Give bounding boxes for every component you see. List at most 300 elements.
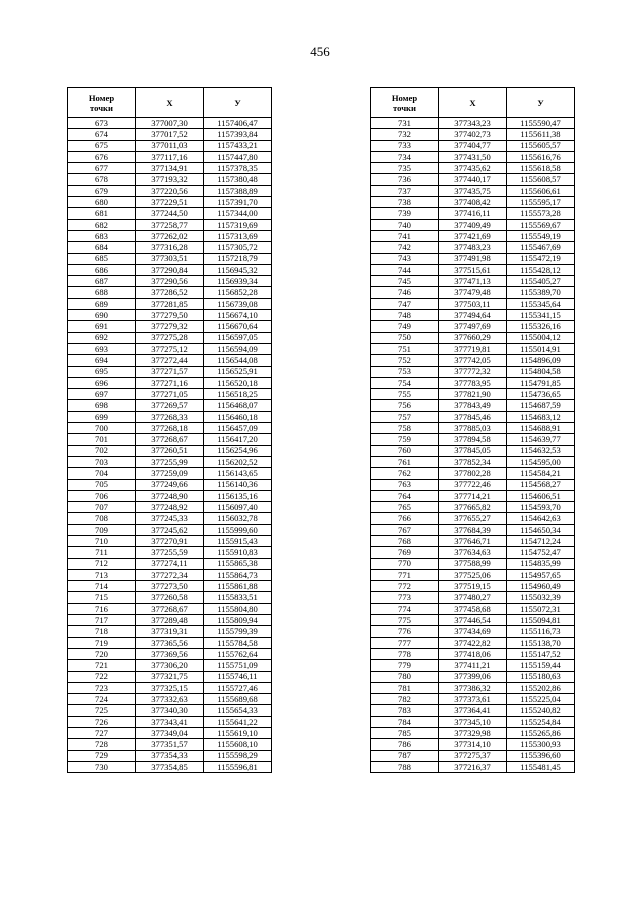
cell-x: 377343,41 [136, 716, 204, 727]
cell-y: 1155595,17 [507, 197, 575, 208]
table-row [371, 490, 575, 501]
cell-x: 377303,51 [136, 253, 204, 264]
cell-point-number: 745 [371, 276, 439, 287]
cell-point-number: 774 [371, 603, 439, 614]
cell-point-number: 676 [68, 151, 136, 162]
table-row [68, 490, 272, 501]
table-row [68, 185, 272, 196]
table-row [68, 705, 272, 716]
cell-x: 377885,03 [439, 423, 507, 434]
cell-y: 1155999,60 [204, 524, 272, 535]
cell-y: 1155864,73 [204, 569, 272, 580]
cell-point-number: 751 [371, 343, 439, 354]
table-body-right [371, 118, 575, 773]
cell-point-number: 719 [68, 637, 136, 648]
cell-y: 1155915,43 [204, 535, 272, 546]
table-row [68, 502, 272, 513]
cell-point-number: 714 [68, 581, 136, 592]
cell-y: 1157378,35 [204, 163, 272, 174]
cell-y: 1155345,64 [507, 298, 575, 309]
cell-point-number: 717 [68, 615, 136, 626]
table-row [68, 321, 272, 332]
cell-x: 377646,71 [439, 535, 507, 546]
cell-x: 377422,82 [439, 637, 507, 648]
cell-y: 1155569,67 [507, 219, 575, 230]
table-row [68, 208, 272, 219]
cell-x: 377134,91 [136, 163, 204, 174]
table-row [68, 535, 272, 546]
table-row [371, 140, 575, 151]
cell-x: 377216,37 [439, 761, 507, 772]
cell-x: 377525,06 [439, 569, 507, 580]
cell-point-number: 748 [371, 310, 439, 321]
cell-point-number: 746 [371, 287, 439, 298]
cell-x: 377262,02 [136, 230, 204, 241]
cell-point-number: 772 [371, 581, 439, 592]
cell-point-number: 675 [68, 140, 136, 151]
cell-y: 1156945,32 [204, 264, 272, 275]
cell-x: 377411,21 [439, 660, 507, 671]
cell-x: 377364,41 [439, 705, 507, 716]
cell-point-number: 776 [371, 626, 439, 637]
cell-y: 1155549,19 [507, 230, 575, 241]
cell-x: 377245,62 [136, 524, 204, 535]
cell-y: 1155751,09 [204, 660, 272, 671]
table-row [371, 185, 575, 196]
cell-x: 377373,61 [439, 694, 507, 705]
cell-x: 377325,15 [136, 682, 204, 693]
table-row [371, 242, 575, 253]
cell-point-number: 689 [68, 298, 136, 309]
cell-x: 377409,49 [439, 219, 507, 230]
cell-x: 377684,39 [439, 524, 507, 535]
cell-point-number: 734 [371, 151, 439, 162]
cell-point-number: 673 [68, 118, 136, 129]
cell-point-number: 724 [68, 694, 136, 705]
cell-point-number: 760 [371, 445, 439, 456]
table-row [371, 253, 575, 264]
cell-x: 377245,33 [136, 513, 204, 524]
table-row [371, 671, 575, 682]
table-row [68, 400, 272, 411]
cell-x: 377270,91 [136, 535, 204, 546]
cell-y: 1156544,08 [204, 355, 272, 366]
table-row [371, 332, 575, 343]
table-row [68, 163, 272, 174]
table-row [371, 728, 575, 739]
table-header-row [371, 88, 575, 118]
table-row [371, 129, 575, 140]
table-row [371, 366, 575, 377]
cell-point-number: 770 [371, 558, 439, 569]
cell-point-number: 729 [68, 750, 136, 761]
cell-y: 1155573,28 [507, 208, 575, 219]
cell-point-number: 758 [371, 423, 439, 434]
cell-x: 377408,42 [439, 197, 507, 208]
cell-y: 1155300,93 [507, 739, 575, 750]
cell-point-number: 687 [68, 276, 136, 287]
cell-x: 377588,99 [439, 558, 507, 569]
table-row [371, 355, 575, 366]
table-row [68, 456, 272, 467]
cell-y: 1154736,65 [507, 389, 575, 400]
cell-point-number: 782 [371, 694, 439, 705]
cell-point-number: 773 [371, 592, 439, 603]
cell-x: 377011,03 [136, 140, 204, 151]
cell-x: 377286,52 [136, 287, 204, 298]
cell-point-number: 692 [68, 332, 136, 343]
cell-point-number: 696 [68, 377, 136, 388]
cell-point-number: 769 [371, 547, 439, 558]
cell-x: 377418,06 [439, 648, 507, 659]
header-y: У [507, 88, 575, 118]
cell-point-number: 700 [68, 423, 136, 434]
cell-point-number: 739 [371, 208, 439, 219]
table-row [68, 615, 272, 626]
cell-y: 1155240,82 [507, 705, 575, 716]
cell-x: 377435,62 [439, 163, 507, 174]
cell-y: 1156939,34 [204, 276, 272, 287]
cell-x: 377399,06 [439, 671, 507, 682]
table-row [371, 615, 575, 626]
cell-y: 1155608,57 [507, 174, 575, 185]
cell-x: 377319,31 [136, 626, 204, 637]
table-header-row [68, 88, 272, 118]
table-row [371, 739, 575, 750]
cell-x: 377655,27 [439, 513, 507, 524]
cell-y: 1156457,09 [204, 423, 272, 434]
cell-y: 1155004,12 [507, 332, 575, 343]
cell-y: 1154791,85 [507, 377, 575, 388]
cell-x: 377260,51 [136, 445, 204, 456]
cell-y: 1154835,99 [507, 558, 575, 569]
cell-y: 1155605,57 [507, 140, 575, 151]
table-row [371, 230, 575, 241]
cell-point-number: 681 [68, 208, 136, 219]
cell-x: 377290,56 [136, 276, 204, 287]
page-number: 456 [310, 44, 330, 59]
cell-x: 377783,95 [439, 377, 507, 388]
cell-x: 377321,75 [136, 671, 204, 682]
table-row [68, 242, 272, 253]
table-row [371, 377, 575, 388]
cell-point-number: 713 [68, 569, 136, 580]
cell-point-number: 678 [68, 174, 136, 185]
cell-y: 1155265,86 [507, 728, 575, 739]
table-row [68, 739, 272, 750]
cell-y: 1155598,29 [204, 750, 272, 761]
cell-x: 377446,54 [439, 615, 507, 626]
cell-point-number: 695 [68, 366, 136, 377]
cell-y: 1155746,11 [204, 671, 272, 682]
cell-y: 1157218,79 [204, 253, 272, 264]
cell-y: 1155727,46 [204, 682, 272, 693]
cell-point-number: 732 [371, 129, 439, 140]
cell-x: 377249,66 [136, 479, 204, 490]
table-row [371, 547, 575, 558]
cell-point-number: 736 [371, 174, 439, 185]
cell-point-number: 721 [68, 660, 136, 671]
table-row [371, 174, 575, 185]
cell-y: 1154593,70 [507, 502, 575, 513]
cell-x: 377316,28 [136, 242, 204, 253]
cell-y: 1154752,47 [507, 547, 575, 558]
cell-y: 1156520,18 [204, 377, 272, 388]
cell-point-number: 722 [68, 671, 136, 682]
cell-point-number: 710 [68, 535, 136, 546]
cell-x: 377306,20 [136, 660, 204, 671]
table-row [371, 694, 575, 705]
cell-point-number: 716 [68, 603, 136, 614]
table-row [68, 445, 272, 456]
table-row [371, 660, 575, 671]
cell-point-number: 771 [371, 569, 439, 580]
cell-x: 377274,11 [136, 558, 204, 569]
cell-y: 1157388,89 [204, 185, 272, 196]
table-row [68, 558, 272, 569]
table-row [371, 310, 575, 321]
cell-y: 1155689,68 [204, 694, 272, 705]
cell-y: 1156852,28 [204, 287, 272, 298]
cell-x: 377275,28 [136, 332, 204, 343]
cell-x: 377332,63 [136, 694, 204, 705]
cell-point-number: 781 [371, 682, 439, 693]
cell-point-number: 766 [371, 513, 439, 524]
cell-y: 1156417,20 [204, 434, 272, 445]
cell-x: 377894,58 [439, 434, 507, 445]
cell-point-number: 708 [68, 513, 136, 524]
cell-y: 1154632,53 [507, 445, 575, 456]
cell-point-number: 712 [68, 558, 136, 569]
table-row [68, 592, 272, 603]
table-row [371, 264, 575, 275]
cell-x: 377845,05 [439, 445, 507, 456]
cell-x: 377258,77 [136, 219, 204, 230]
cell-y: 1155405,27 [507, 276, 575, 287]
cell-y: 1156460,18 [204, 411, 272, 422]
cell-y: 1155762,64 [204, 648, 272, 659]
cell-point-number: 715 [68, 592, 136, 603]
cell-y: 1155180,63 [507, 671, 575, 682]
cell-point-number: 775 [371, 615, 439, 626]
table-row [371, 502, 575, 513]
cell-x: 377244,50 [136, 208, 204, 219]
table-row [371, 761, 575, 772]
cell-y: 1154642,63 [507, 513, 575, 524]
cell-point-number: 757 [371, 411, 439, 422]
cell-x: 377220,56 [136, 185, 204, 196]
cell-x: 377515,61 [439, 264, 507, 275]
cell-y: 1155116,73 [507, 626, 575, 637]
cell-y: 1157344,00 [204, 208, 272, 219]
cell-x: 377742,05 [439, 355, 507, 366]
table-row [371, 750, 575, 761]
cell-x: 377843,49 [439, 400, 507, 411]
cell-x: 377821,90 [439, 389, 507, 400]
cell-y: 1155072,31 [507, 603, 575, 614]
cell-point-number: 738 [371, 197, 439, 208]
cell-x: 377634,63 [439, 547, 507, 558]
cell-x: 377494,64 [439, 310, 507, 321]
cell-y: 1154650,34 [507, 524, 575, 535]
cell-y: 1154595,00 [507, 456, 575, 467]
table-row [371, 524, 575, 535]
cell-x: 377248,92 [136, 502, 204, 513]
cell-y: 1155326,16 [507, 321, 575, 332]
table-row [371, 434, 575, 445]
table-row [68, 648, 272, 659]
cell-point-number: 707 [68, 502, 136, 513]
cell-y: 1155611,38 [507, 129, 575, 140]
cell-y: 1156518,25 [204, 389, 272, 400]
cell-y: 1155467,69 [507, 242, 575, 253]
cell-x: 377268,33 [136, 411, 204, 422]
cell-x: 377343,23 [439, 118, 507, 129]
table-row [68, 377, 272, 388]
cell-y: 1155254,84 [507, 716, 575, 727]
table-row [68, 434, 272, 445]
cell-x: 377722,46 [439, 479, 507, 490]
table-row [68, 581, 272, 592]
cell-y: 1154639,77 [507, 434, 575, 445]
cell-x: 377314,10 [439, 739, 507, 750]
cell-x: 377269,57 [136, 400, 204, 411]
cell-point-number: 777 [371, 637, 439, 648]
cell-y: 1156135,16 [204, 490, 272, 501]
table-row [68, 513, 272, 524]
cell-y: 1155809,94 [204, 615, 272, 626]
cell-x: 377491,98 [439, 253, 507, 264]
header-x: X [136, 88, 204, 118]
table-row [371, 558, 575, 569]
cell-point-number: 711 [68, 547, 136, 558]
cell-y: 1155147,52 [507, 648, 575, 659]
cell-x: 377772,32 [439, 366, 507, 377]
cell-point-number: 783 [371, 705, 439, 716]
table-row [371, 581, 575, 592]
cell-point-number: 788 [371, 761, 439, 772]
table-row [68, 716, 272, 727]
cell-x: 377007,30 [136, 118, 204, 129]
cell-point-number: 759 [371, 434, 439, 445]
cell-y: 1155606,61 [507, 185, 575, 196]
cell-point-number: 702 [68, 445, 136, 456]
table-row [68, 287, 272, 298]
table-row [68, 660, 272, 671]
cell-y: 1155094,81 [507, 615, 575, 626]
cell-x: 377268,67 [136, 603, 204, 614]
table-row [68, 547, 272, 558]
cell-y: 1155481,45 [507, 761, 575, 772]
cell-x: 377714,21 [439, 490, 507, 501]
cell-point-number: 699 [68, 411, 136, 422]
cell-point-number: 785 [371, 728, 439, 739]
cell-x: 377345,10 [439, 716, 507, 727]
header-point-number: Номер точки [68, 88, 136, 118]
cell-y: 1155472,19 [507, 253, 575, 264]
cell-x: 377483,23 [439, 242, 507, 253]
cell-x: 377340,30 [136, 705, 204, 716]
cell-x: 377503,11 [439, 298, 507, 309]
cell-point-number: 688 [68, 287, 136, 298]
cell-y: 1156254,96 [204, 445, 272, 456]
cell-y: 1155014,91 [507, 343, 575, 354]
cell-x: 377193,32 [136, 174, 204, 185]
cell-point-number: 709 [68, 524, 136, 535]
table-row [371, 682, 575, 693]
cell-y: 1157380,48 [204, 174, 272, 185]
cell-x: 377275,37 [439, 750, 507, 761]
cell-x: 377255,59 [136, 547, 204, 558]
cell-y: 1155799,39 [204, 626, 272, 637]
cell-x: 377281,85 [136, 298, 204, 309]
cell-x: 377279,50 [136, 310, 204, 321]
cell-y: 1155032,39 [507, 592, 575, 603]
cell-y: 1157313,69 [204, 230, 272, 241]
table-row [371, 389, 575, 400]
table-row [371, 298, 575, 309]
cell-point-number: 764 [371, 490, 439, 501]
header-point-number: Номер точки [371, 88, 439, 118]
table-row [371, 118, 575, 129]
table-row [68, 411, 272, 422]
cell-y: 1155396,60 [507, 750, 575, 761]
cell-x: 377421,69 [439, 230, 507, 241]
table-row [68, 569, 272, 580]
cell-point-number: 787 [371, 750, 439, 761]
table-row [371, 479, 575, 490]
cell-x: 377271,57 [136, 366, 204, 377]
cell-point-number: 698 [68, 400, 136, 411]
header-x: X [439, 88, 507, 118]
table-row [371, 603, 575, 614]
cell-y: 1157447,80 [204, 151, 272, 162]
table-row [371, 456, 575, 467]
cell-y: 1157391,70 [204, 197, 272, 208]
cell-y: 1156670,64 [204, 321, 272, 332]
cell-y: 1156143,65 [204, 468, 272, 479]
table-row [371, 445, 575, 456]
table-row [68, 682, 272, 693]
cell-x: 377268,67 [136, 434, 204, 445]
table-row [68, 603, 272, 614]
cell-point-number: 733 [371, 140, 439, 151]
cell-x: 377255,99 [136, 456, 204, 467]
table-row [68, 253, 272, 264]
table-row [371, 343, 575, 354]
cell-point-number: 765 [371, 502, 439, 513]
cell-point-number: 763 [371, 479, 439, 490]
cell-point-number: 761 [371, 456, 439, 467]
cell-point-number: 743 [371, 253, 439, 264]
table-row [68, 366, 272, 377]
cell-point-number: 691 [68, 321, 136, 332]
cell-point-number: 750 [371, 332, 439, 343]
cell-point-number: 752 [371, 355, 439, 366]
cell-x: 377289,48 [136, 615, 204, 626]
cell-y: 1154687,59 [507, 400, 575, 411]
table-row [68, 140, 272, 151]
cell-y: 1155428,12 [507, 264, 575, 275]
cell-point-number: 744 [371, 264, 439, 275]
table-row [371, 321, 575, 332]
cell-y: 1154896,09 [507, 355, 575, 366]
table-row [68, 174, 272, 185]
cell-y: 1154584,21 [507, 468, 575, 479]
cell-x: 377117,16 [136, 151, 204, 162]
cell-x: 377404,77 [439, 140, 507, 151]
table-row [371, 592, 575, 603]
